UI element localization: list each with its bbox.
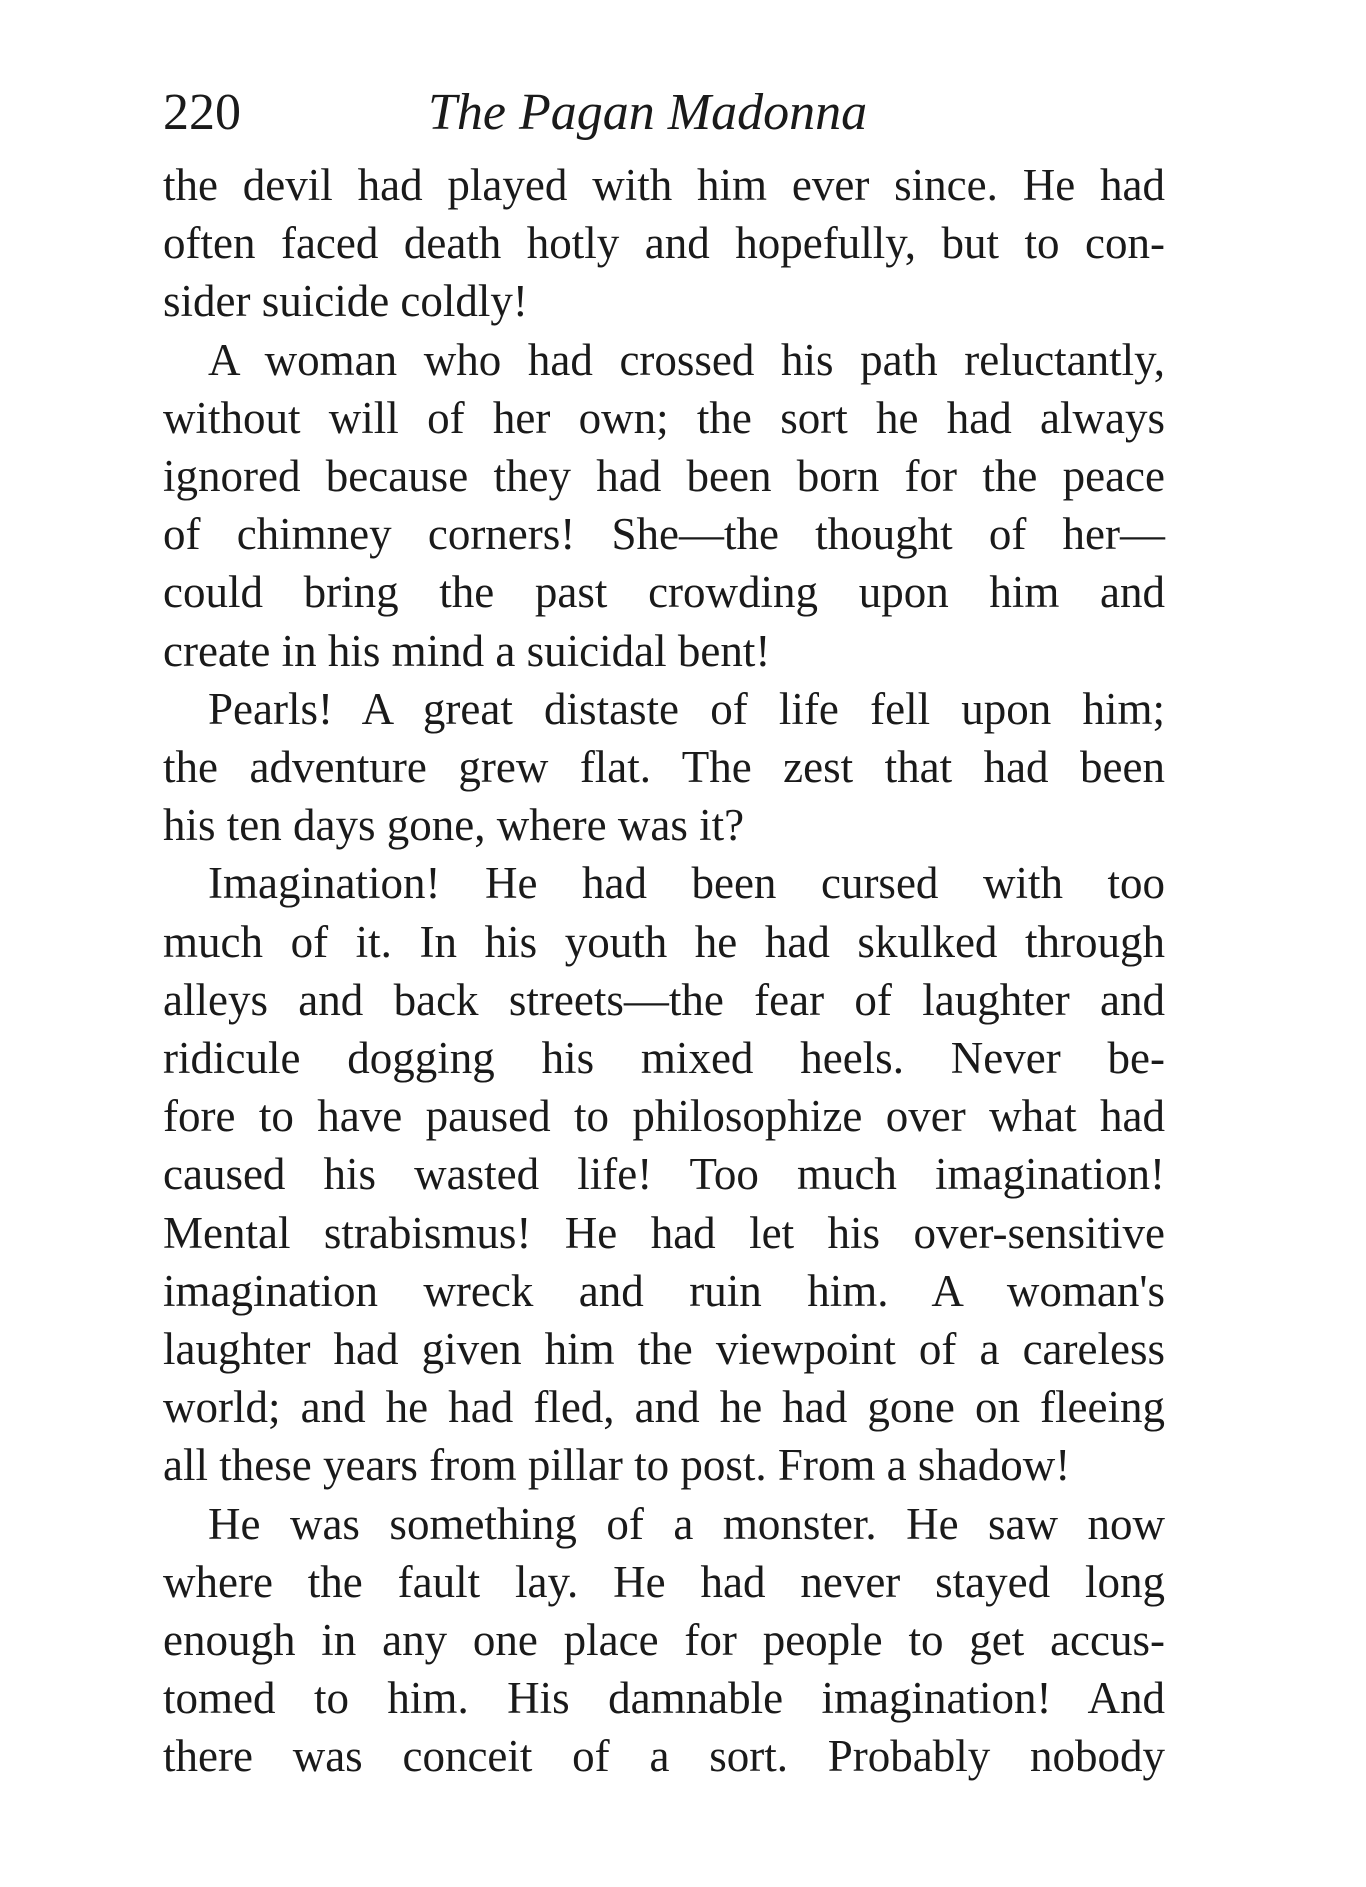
page-number: 220 <box>163 84 241 141</box>
text-line: all these years from pillar to post. From a shadow! <box>163 1440 1071 1491</box>
text-line: of chimney corners! She—the thought of her— <box>163 509 1165 560</box>
text-line: without will of her own; the sort he had always <box>163 392 1165 443</box>
text-line: enough in any one place for people to get accus- <box>163 1615 1165 1666</box>
text-line: caused his wasted life! Too much imagination! <box>163 1149 1165 1200</box>
text-line: laughter had given him the viewpoint of a careless <box>163 1324 1165 1375</box>
running-header <box>163 78 1165 148</box>
text-line: the adventure grew flat. The zest that had been <box>163 742 1165 793</box>
paragraph <box>163 1495 1165 1786</box>
text-line: much of it. In his youth he had skulked through <box>163 916 1165 967</box>
text-line: imagination wreck and ruin him. A woman's <box>163 1265 1165 1316</box>
text-line: world; and he had fled, and he had gone on fleeing <box>163 1382 1165 1433</box>
book-page <box>163 78 1165 1786</box>
text-line: ignored because they had been born for the peace <box>163 451 1165 502</box>
book-title: The Pagan Madonna <box>428 84 868 141</box>
text-line: his ten days gone, where was it? <box>163 800 745 851</box>
body-text <box>163 156 1165 1786</box>
paragraph <box>163 331 1165 680</box>
text-line: ridicule dogging his mixed heels. Never be- <box>163 1033 1165 1084</box>
text-line: He was something of a monster. He saw now <box>208 1498 1165 1549</box>
text-line: the devil had played with him ever since. He had <box>163 160 1165 210</box>
text-line: create in his mind a suicidal bent! <box>163 625 771 676</box>
text-line: Mental strabismus! He had let his over-sensitive <box>163 1207 1165 1258</box>
text-line: tomed to him. His damnable imagination! And <box>163 1673 1165 1724</box>
paragraph <box>163 156 1165 331</box>
text-line: could bring the past crowding upon him and <box>163 567 1165 618</box>
text-line: there was conceit of a sort. Probably nobody <box>163 1731 1165 1782</box>
paragraph <box>163 854 1165 1494</box>
text-line: Imagination! He had been cursed with too <box>208 858 1165 909</box>
text-line: Pearls! A great distaste of life fell upon him; <box>208 683 1165 734</box>
text-line: fore to have paused to philosophize over what had <box>163 1091 1165 1142</box>
text-line: A woman who had crossed his path reluctantly, <box>208 334 1165 385</box>
paragraph <box>163 680 1165 855</box>
text-line: often faced death hotly and hopefully, but to con- <box>163 218 1165 269</box>
text-line: where the fault lay. He had never stayed long <box>163 1556 1165 1607</box>
text-line: sider suicide coldly! <box>163 276 528 327</box>
text-line: alleys and back streets—the fear of laughter and <box>163 974 1165 1025</box>
